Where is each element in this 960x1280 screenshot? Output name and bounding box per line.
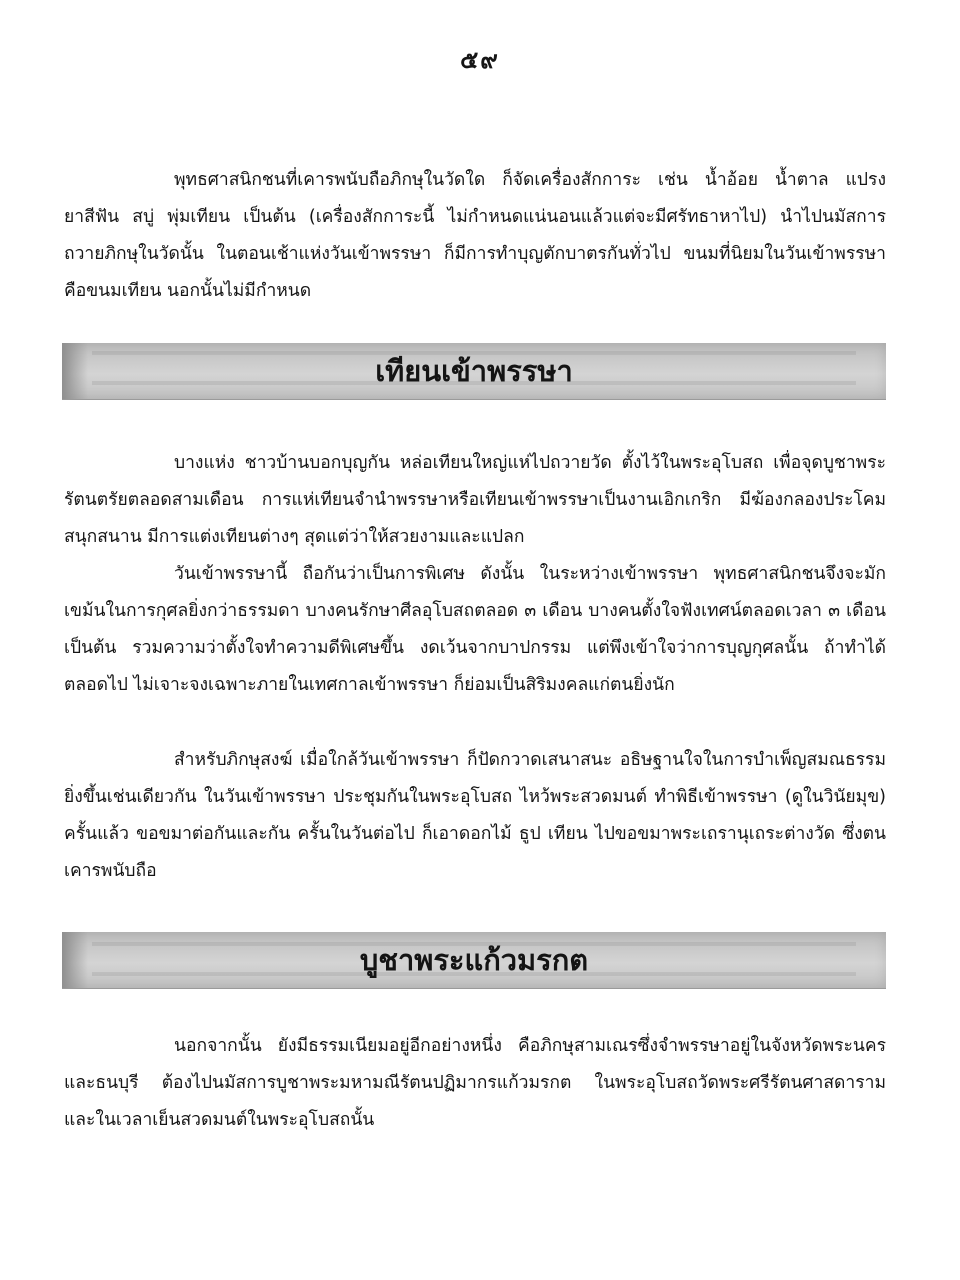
paragraph-lent-merit: วันเข้าพรรษานี้ ถือกันว่าเป็นการพิเศษ ดังนั้น ในระหว่างเข้าพรรษา พุทธศาสนิกชนจึงจะมักเขม้นในการกุศลยิ่งกว่าธรรมดา บางคนรักษาศีลอุโบสถตลอด ๓ เดือน บางคนตั้งใจฟังเทศน์ตลอดเวลา ๓ เดือน เป็นต้น รวมความว่าตั้งใจทำความดีพิเศษขึ้น งดเว้นจากบาปกรรม แต่พึงเข้าใจว่าการบุญกุศลนั้น ถ้าทำได้ตลอดไป ไม่เจาะจงเฉพาะภายในเทศกาลเข้าพรรษา ก็ย่อมเป็นสิริมงคลแก่ตนยิ่งนัก: [64, 564, 886, 695]
section-heading-emerald-buddha: บูชาพระแก้วมรกต: [359, 943, 589, 977]
paragraph-monks: สำหรับภิกษุสงฆ์ เมื่อใกล้วันเข้าพรรษา ก็ปัดกวาดเสนาสนะ อธิษฐานใจในการบำเพ็ญสมณธรรมยิ่งขึ้นเช่นเดียวกัน ในวันเข้าพรรษา ประชุมกันในพระอุโบสถ ไหว้พระสวดมนต์ ทำพิธีเข้าพรรษา (ดูในวินัยมุข) ครั้นแล้ว ขอขมาต่อกันและกัน ครั้นในวันต่อไป ก็เอาดอกไม้ ธูป เทียน ไปขอขมาพระเถรานุเถระต่างวัด ซึ่งตนเคารพนับถือ: [64, 750, 886, 881]
section-heading-candle: เทียนเข้าพรรษา: [375, 354, 573, 388]
section-banner-candle: [62, 343, 886, 400]
page-number: ๕๙: [460, 46, 500, 74]
section-banner-emerald-buddha: [62, 932, 886, 989]
paragraph-emerald-buddha: นอกจากนั้น ยังมีธรรมเนียมอยู่อีกอย่างหนึ่ง คือภิกษุสามเณรซึ่งจำพรรษาอยู่ในจังหวัดพระนครและธนบุรี ต้องไปนมัสการบูชาพระมหามณีรัตนปฏิมากรแก้วมรกต ในพระอุโบสถวัดพระศรีรัตนศาสดาราม และในเวลาเย็นสวดมนต์ในพระอุโบสถนั้น: [64, 1036, 886, 1130]
paragraph-offerings: พุทธศาสนิกชนที่เคารพนับถือภิกษุในวัดใด ก็จัดเครื่องสักการะ เช่น น้ำอ้อย น้ำตาล แปรง ยาสีฟัน สบู่ พุ่มเทียน เป็นต้น (เครื่องสักการะนี้ ไม่กำหนดแน่นอนแล้วแต่จะมีศรัทธาหาไป) นำไปนมัสการ ถวายภิกษุในวัดนั้น ในตอนเช้าแห่งวันเข้าพรรษา ก็มีการทำบุญตักบาตรกันทั่วไป ขนมที่นิยมในวันเข้าพรรษา คือขนมเทียน นอกนั้นไม่มีกำหนด: [64, 170, 886, 301]
paragraph-candle-procession: บางแห่ง ชาวบ้านบอกบุญกัน หล่อเทียนใหญ่แห่ไปถวายวัด ตั้งไว้ในพระอุโบสถ เพื่อจุดบูชาพระรัตนตรัยตลอดสามเดือน การแห่เทียนจำนำพรรษาหรือเทียนเข้าพรรษาเป็นงานเอิกเกริก มีฆ้องกลองประโคมสนุกสนาน มีการแต่งเทียนต่างๆ สุดแต่ว่าให้สวยงามและแปลก: [64, 453, 886, 547]
